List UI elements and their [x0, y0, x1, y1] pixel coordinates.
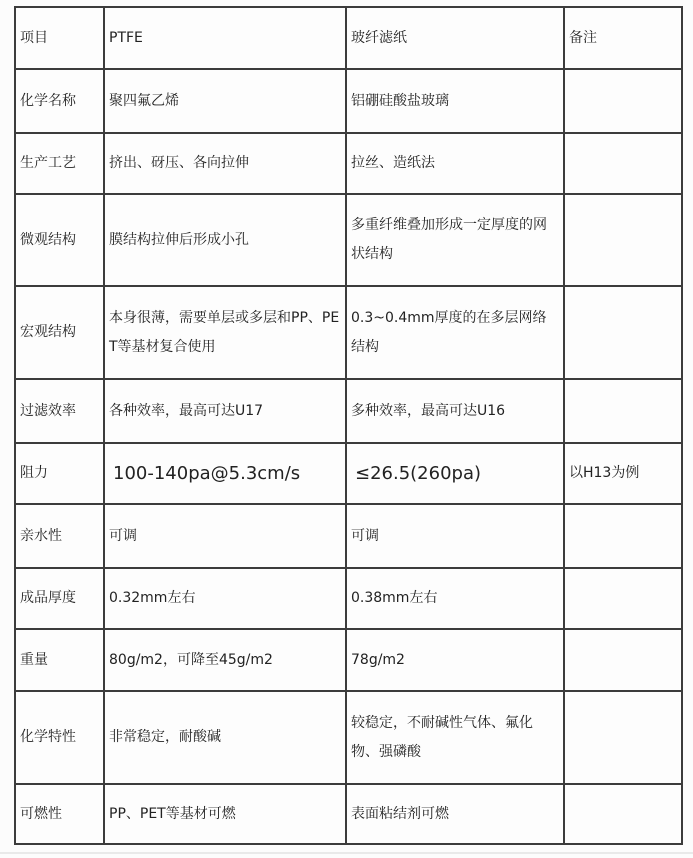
ptfe-cell: 可调	[104, 504, 346, 568]
note-cell	[564, 286, 682, 379]
ptfe-cell: 0.32mm左右	[104, 568, 346, 629]
note-cell	[564, 568, 682, 629]
row-label-cell: 亲水性	[15, 504, 104, 568]
row-label-cell: 重量	[15, 629, 104, 691]
table-row	[15, 194, 682, 286]
note-cell	[564, 629, 682, 691]
glass-cell: 多种效率，最高可达U16	[346, 379, 564, 443]
glass-cell: 0.38mm左右	[346, 568, 564, 629]
column-header-glass: 玻纤滤纸	[346, 7, 564, 69]
note-cell	[564, 194, 682, 286]
ptfe-cell: 非常稳定，耐酸碱	[104, 691, 346, 784]
note-cell: 以H13为例	[564, 443, 682, 504]
note-cell	[564, 691, 682, 784]
note-cell	[564, 69, 682, 133]
glass-cell: 0.3~0.4mm厚度的在多层网络结构	[346, 286, 564, 379]
row-label-cell: 过滤效率	[15, 379, 104, 443]
row-label-cell: 化学特性	[15, 691, 104, 784]
row-label-cell: 成品厚度	[15, 568, 104, 629]
table-row	[15, 691, 682, 784]
glass-cell: ≤26.5(260pa)	[346, 443, 564, 504]
comparison-table	[14, 6, 683, 845]
note-cell	[564, 133, 682, 194]
glass-cell: 78g/m2	[346, 629, 564, 691]
ptfe-cell: 聚四氟乙烯	[104, 69, 346, 133]
note-cell	[564, 379, 682, 443]
glass-cell: 较稳定，不耐碱性气体、氟化物、强磷酸	[346, 691, 564, 784]
glass-cell: 拉丝、造纸法	[346, 133, 564, 194]
ptfe-cell: 本身很薄，需要单层或多层和PP、PET等基材复合使用	[104, 286, 346, 379]
column-header-item: 项目	[15, 7, 104, 69]
table-row	[15, 568, 682, 629]
glass-cell: 铝硼硅酸盐玻璃	[346, 69, 564, 133]
table-row-resistance	[15, 443, 682, 504]
table-row	[15, 133, 682, 194]
note-cell	[564, 784, 682, 844]
column-header-ptfe: PTFE	[104, 7, 346, 69]
glass-cell: 多重纤维叠加形成一定厚度的网状结构	[346, 194, 564, 286]
row-label-cell: 化学名称	[15, 69, 104, 133]
table-row	[15, 784, 682, 844]
row-label-cell: 宏观结构	[15, 286, 104, 379]
table-row	[15, 379, 682, 443]
table-row	[15, 629, 682, 691]
ptfe-cell: PP、PET等基材可燃	[104, 784, 346, 844]
row-label-cell: 生产工艺	[15, 133, 104, 194]
glass-cell: 可调	[346, 504, 564, 568]
row-label-cell: 微观结构	[15, 194, 104, 286]
ptfe-cell: 100-140pa@5.3cm/s	[104, 443, 346, 504]
table-row	[15, 286, 682, 379]
page-bottom-divider	[0, 852, 693, 854]
glass-cell: 表面粘结剂可燃	[346, 784, 564, 844]
header-row	[15, 7, 682, 69]
table-row	[15, 69, 682, 133]
row-label-cell: 可燃性	[15, 784, 104, 844]
column-header-note: 备注	[564, 7, 682, 69]
note-cell	[564, 504, 682, 568]
ptfe-cell: 膜结构拉伸后形成小孔	[104, 194, 346, 286]
ptfe-cell: 80g/m2，可降至45g/m2	[104, 629, 346, 691]
ptfe-cell: 挤出、砑压、各向拉伸	[104, 133, 346, 194]
row-label-cell: 阻力	[15, 443, 104, 504]
table-row	[15, 504, 682, 568]
ptfe-cell: 各种效率，最高可达U17	[104, 379, 346, 443]
